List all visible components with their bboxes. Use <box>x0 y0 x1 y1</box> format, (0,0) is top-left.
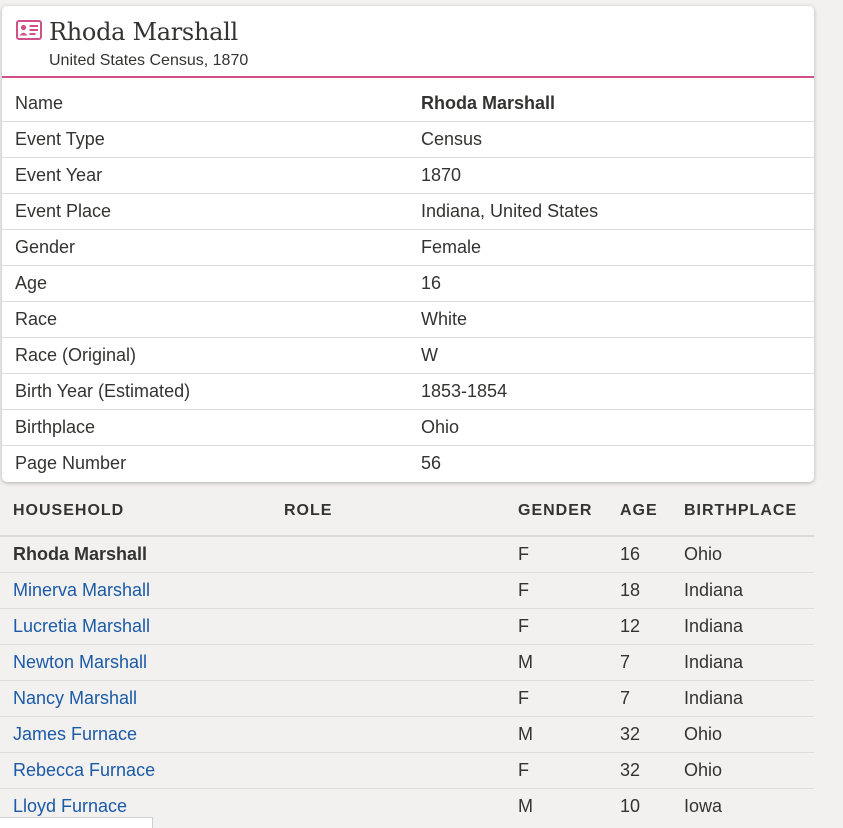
household-member-gender: F <box>518 544 529 564</box>
household-member-gender: F <box>518 580 529 600</box>
fact-value: Indiana, United States <box>421 201 599 221</box>
fact-label: Race <box>15 309 58 329</box>
household-member-gender: F <box>518 688 529 708</box>
household-member-age: 7 <box>620 688 631 708</box>
fact-row-gender <box>2 230 814 266</box>
fact-row-race <box>2 302 814 338</box>
fact-value: 16 <box>421 273 442 293</box>
fact-row-event-place <box>2 194 814 230</box>
household-row <box>0 609 814 645</box>
header-birthplace: BIRTHPLACE <box>684 502 798 519</box>
fact-row-race-original <box>2 338 814 374</box>
household-row <box>0 537 814 573</box>
household-member-age: 32 <box>620 724 641 744</box>
record-title: Rhoda Marshall <box>49 18 238 46</box>
fact-row-name <box>2 86 814 122</box>
household-row <box>0 573 814 609</box>
fact-label: Name <box>15 93 64 113</box>
header-role: ROLE <box>284 502 333 519</box>
fact-label: Race (Original) <box>15 345 137 365</box>
household-member-link[interactable]: Nancy Marshall <box>13 688 138 708</box>
fact-value: 56 <box>421 453 442 473</box>
fact-label: Page Number <box>15 453 127 473</box>
household-member-birthplace: Ohio <box>684 544 723 564</box>
fact-row-event-type <box>2 122 814 158</box>
household-member-name: Rhoda Marshall <box>13 544 148 564</box>
horizontal-scrollbar[interactable] <box>0 817 153 828</box>
fact-value: Female <box>421 237 482 257</box>
household-member-age: 7 <box>620 652 631 672</box>
household-row <box>0 681 814 717</box>
household-member-age: 12 <box>620 616 641 636</box>
household-member-link[interactable]: Lucretia Marshall <box>13 616 151 636</box>
fact-label: Birth Year (Estimated) <box>15 381 191 401</box>
household-member-link[interactable]: James Furnace <box>13 724 138 744</box>
record-subtitle: United States Census, 1870 <box>49 52 249 69</box>
fact-label: Age <box>15 273 48 293</box>
header-age: AGE <box>620 502 658 519</box>
household-member-gender: M <box>518 796 533 816</box>
fact-row-birthplace <box>2 410 814 446</box>
household-member-age: 32 <box>620 760 641 780</box>
household-header-row <box>0 490 814 537</box>
fact-label: Event Place <box>15 201 112 221</box>
household-table <box>0 490 814 824</box>
household-row <box>0 717 814 753</box>
record-card <box>2 6 814 482</box>
household-member-birthplace: Indiana <box>684 688 744 708</box>
household-member-link[interactable]: Rebecca Furnace <box>13 760 156 780</box>
household-member-birthplace: Ohio <box>684 724 723 744</box>
record-header <box>2 6 814 78</box>
fact-row-birth-year <box>2 374 814 410</box>
household-member-link[interactable]: Minerva Marshall <box>13 580 151 600</box>
household-member-gender: M <box>518 724 533 744</box>
fact-label: Event Year <box>15 165 103 185</box>
household-member-gender: M <box>518 652 533 672</box>
household-member-gender: F <box>518 616 529 636</box>
household-member-birthplace: Indiana <box>684 616 744 636</box>
facts-table <box>2 86 814 481</box>
fact-label: Gender <box>15 237 76 257</box>
header-household: HOUSEHOLD <box>13 502 125 519</box>
fact-value: White <box>421 309 468 329</box>
fact-row-age <box>2 266 814 302</box>
household-member-age: 16 <box>620 544 641 564</box>
household-member-age: 10 <box>620 796 641 816</box>
fact-value: Rhoda Marshall <box>421 93 556 113</box>
household-member-gender: F <box>518 760 529 780</box>
fact-row-event-year <box>2 158 814 194</box>
household-row <box>0 753 814 789</box>
fact-row-page-number <box>2 446 814 481</box>
header-gender: GENDER <box>518 502 593 519</box>
household-member-birthplace: Indiana <box>684 652 744 672</box>
household-member-birthplace: Ohio <box>684 760 723 780</box>
fact-value: 1870 <box>421 165 462 185</box>
fact-value: W <box>421 345 438 365</box>
household-member-age: 18 <box>620 580 641 600</box>
fact-value: 1853-1854 <box>421 381 508 401</box>
household-row <box>0 645 814 681</box>
fact-label: Event Type <box>15 129 105 149</box>
fact-label: Birthplace <box>15 417 96 437</box>
household-member-birthplace: Iowa <box>684 796 723 816</box>
household-member-birthplace: Indiana <box>684 580 744 600</box>
record-card-icon <box>16 20 42 40</box>
fact-value: Census <box>421 129 483 149</box>
household-member-link[interactable]: Newton Marshall <box>13 652 148 672</box>
household-member-link[interactable]: Lloyd Furnace <box>13 796 128 816</box>
fact-value: Ohio <box>421 417 460 437</box>
